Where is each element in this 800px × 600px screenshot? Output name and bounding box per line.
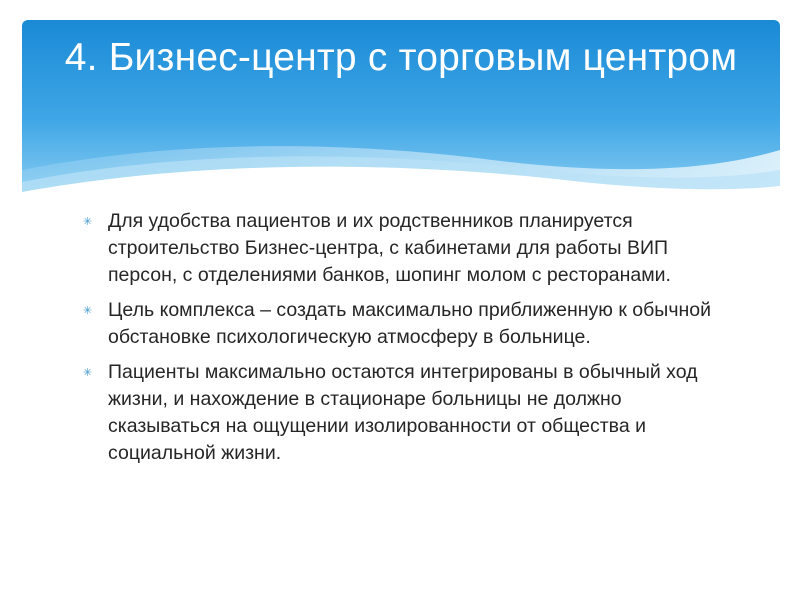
bullet-text: Для удобства пациентов и их родственников планируется строительство Бизнес-центра, с кабинетами для работы ВИП персон, с отделениями банков, шопинг молом с ресторанами. xyxy=(108,210,671,286)
list-item xyxy=(80,297,720,351)
slide-title: 4. Бизнес-центр с торговым центром xyxy=(64,36,738,79)
list-item xyxy=(80,359,720,467)
asterisk-icon: ✳ xyxy=(83,366,93,379)
list-item xyxy=(80,208,720,289)
bullet-list xyxy=(80,208,720,475)
bullet-text: Пациенты максимально остаются интегрированы в обычный ход жизни, и нахождение в стационаре больницы не должно сказываться на ощущении изолированности от общества и социальной жизни. xyxy=(108,361,698,464)
asterisk-icon: ✳ xyxy=(83,215,93,228)
asterisk-icon: ✳ xyxy=(83,304,93,317)
bullet-text: Цель комплекса – создать максимально приближенную к обычной обстановке психологическую атмосферу в больнице. xyxy=(108,299,711,348)
